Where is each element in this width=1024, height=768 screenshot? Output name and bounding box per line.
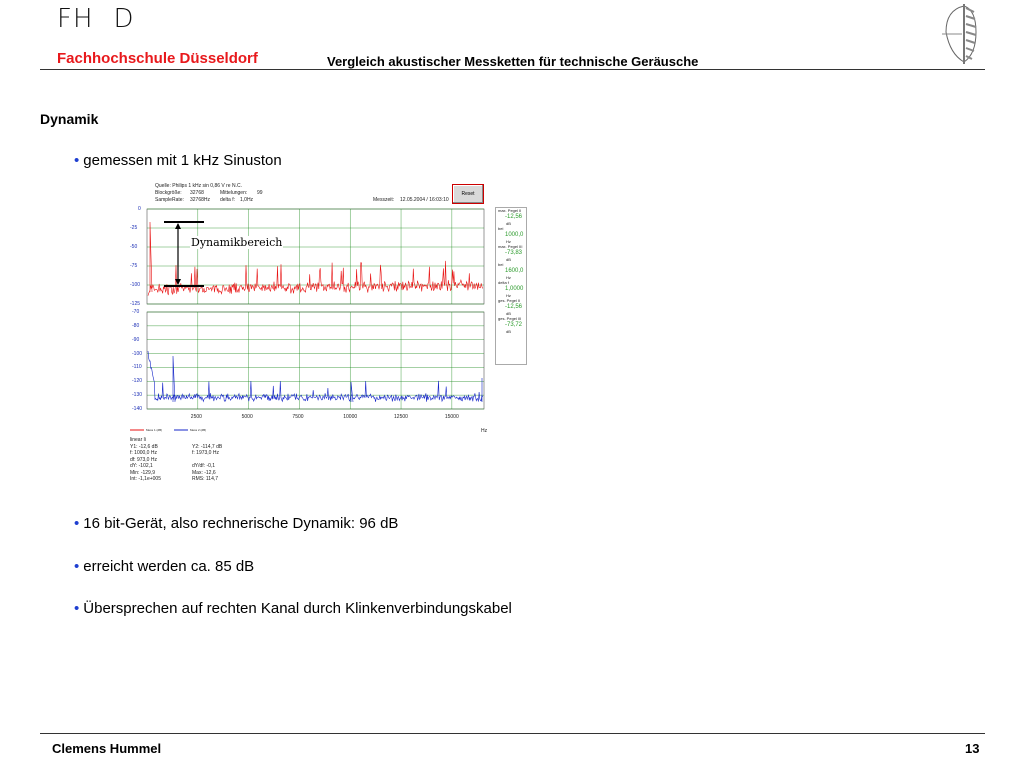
readout-left: Y1: -12,6 dB (130, 443, 158, 450)
side-panel-value: 1000,0 (505, 232, 524, 238)
bullet-text: 16 bit-Gerät, also rechnerische Dynamik: 96 dB (83, 515, 399, 532)
averages-value: 99 (257, 190, 263, 196)
side-panel-value: -12,56 (505, 214, 523, 220)
side-panel-unit: dB (506, 311, 511, 316)
measurement-side-panel (495, 207, 527, 365)
blocksize-label: Blockgröße: (155, 190, 182, 196)
side-panel-label: max. Pegel II (498, 208, 522, 213)
bullet-item (74, 600, 512, 617)
section-title: Dynamik (40, 111, 99, 127)
spectrum-analyzer-screenshot (120, 180, 530, 485)
readout-right: dY/df: -0,1 (192, 463, 216, 469)
readout-left: dY: -102,1 (130, 463, 153, 469)
dynamic-range-annotation: Dynamikbereich (191, 236, 283, 249)
legend-entry-2: Mess 2 (dB) (190, 428, 207, 432)
readout-left: df: 973,0 Hz (130, 456, 157, 463)
x-tick-label: 7500 (292, 414, 304, 420)
upper-y-tick-label: -100 (130, 282, 141, 288)
side-panel-value: -12,56 (505, 304, 523, 310)
fhd-logo (57, 4, 135, 34)
readout-left: f: 1000,0 Hz (130, 450, 157, 456)
side-panel-value: 1,0000 (505, 286, 524, 292)
measure-time-label: Messzeit: (373, 197, 395, 203)
bullet-item (74, 152, 282, 169)
bullet-item (74, 558, 254, 575)
side-panel-unit: dB (506, 257, 511, 262)
header-divider (40, 69, 985, 70)
presentation-topic: Vergleich akustischer Messketten für technische Geräusche (327, 54, 699, 69)
side-panel-label: delta f (498, 280, 509, 285)
bullet-dot: • (74, 152, 80, 169)
reset-button[interactable]: Reset (452, 184, 484, 204)
readout-left: linear li (130, 437, 146, 443)
averages-label: Mittelungen: (220, 190, 248, 196)
upper-y-tick-label: -25 (130, 225, 138, 231)
x-tick-label: 5000 (241, 414, 253, 420)
samplerate-value: 32768Hz (190, 197, 211, 203)
logo-d: D (113, 4, 135, 34)
bullet-item (74, 515, 398, 532)
side-panel-label: ges. Pegel II (498, 298, 521, 303)
deltaf-label: delta f: (220, 197, 236, 203)
lower-y-tick-label: -90 (132, 336, 140, 343)
bullet-dot: • (74, 558, 80, 575)
readout-left: Int: -1,1e+005 (130, 476, 161, 482)
side-panel-value: -73,83 (505, 250, 523, 256)
deltaf-value: 1,0Hz (240, 197, 254, 203)
page-number: 13 (965, 741, 980, 756)
source-label: Quelle: Philips 1 kHz sin 0,86 V re N.C. (155, 183, 242, 189)
lower-y-tick-label: -120 (132, 378, 143, 385)
lower-plot-frame (147, 312, 484, 409)
lower-plot-grid (147, 312, 484, 409)
logo-fh: FH (57, 4, 94, 34)
blocksize-value: 32768 (190, 190, 204, 196)
lower-y-tick-label: -80 (132, 322, 140, 329)
bullet-text: erreicht werden ca. 85 dB (83, 558, 255, 575)
upper-y-tick-label: 0 (138, 206, 141, 212)
bullet-dot: • (74, 600, 80, 617)
lower-y-tick-label: -140 (132, 406, 143, 412)
side-panel-value: 1600,0 (505, 268, 524, 274)
legend-entry-1: Mess 1 (dB) (146, 428, 163, 432)
side-panel-unit: dB (506, 329, 511, 334)
readout-left: Min: -129,9 (130, 469, 156, 476)
author-name: Clemens Hummel (52, 741, 162, 756)
x-tick-label: 15000 (444, 414, 459, 420)
side-panel-label: ges. Pegel III (498, 316, 522, 321)
side-panel-label: bei (498, 226, 504, 231)
side-panel-unit: Hz (506, 293, 511, 298)
x-tick-label: 12500 (394, 414, 408, 420)
x-tick-label: 2500 (190, 414, 202, 420)
bullet-text: Übersprechen auf rechten Kanal durch Klinkenverbindungskabel (83, 600, 512, 617)
x-tick-label: 10000 (343, 414, 358, 420)
measure-time-value: 12.05.2004 / 16:03:10 (400, 197, 449, 203)
readout-right: Y2: -114,7 dB (192, 443, 223, 450)
upper-y-tick-label: -75 (130, 263, 138, 269)
side-panel-label: max. Pegel III (498, 244, 523, 249)
readout-right: f: 1973,0 Hz (192, 450, 219, 456)
side-panel-unit: dB (506, 221, 511, 226)
spectrum-plots (120, 180, 490, 435)
lower-y-tick-label: -70 (132, 309, 140, 315)
side-panel-unit: Hz (506, 275, 511, 280)
bullet-dot: • (74, 515, 80, 532)
x-unit-label: Hz (481, 428, 488, 434)
readout-right: Max: -12,6 (192, 469, 216, 476)
upper-y-tick-label: -50 (130, 244, 138, 250)
side-panel-value: -73,72 (505, 322, 523, 328)
lower-y-tick-label: -100 (132, 350, 143, 357)
bullet-text: gemessen mit 1 kHz Sinuston (83, 152, 282, 169)
footer-divider (40, 733, 985, 734)
upper-y-tick-label: -125 (130, 301, 141, 307)
readout-right: RMS: 114,7 (192, 476, 219, 482)
samplerate-label: SampleRate: (155, 197, 184, 203)
lower-y-tick-label: -130 (132, 392, 143, 399)
school-name: Fachhochschule Düsseldorf (57, 50, 258, 67)
lower-y-tick-label: -110 (132, 364, 142, 371)
side-panel-unit: Hz (506, 239, 511, 244)
university-crest-icon (940, 2, 982, 66)
side-panel-label: bei (498, 262, 504, 267)
